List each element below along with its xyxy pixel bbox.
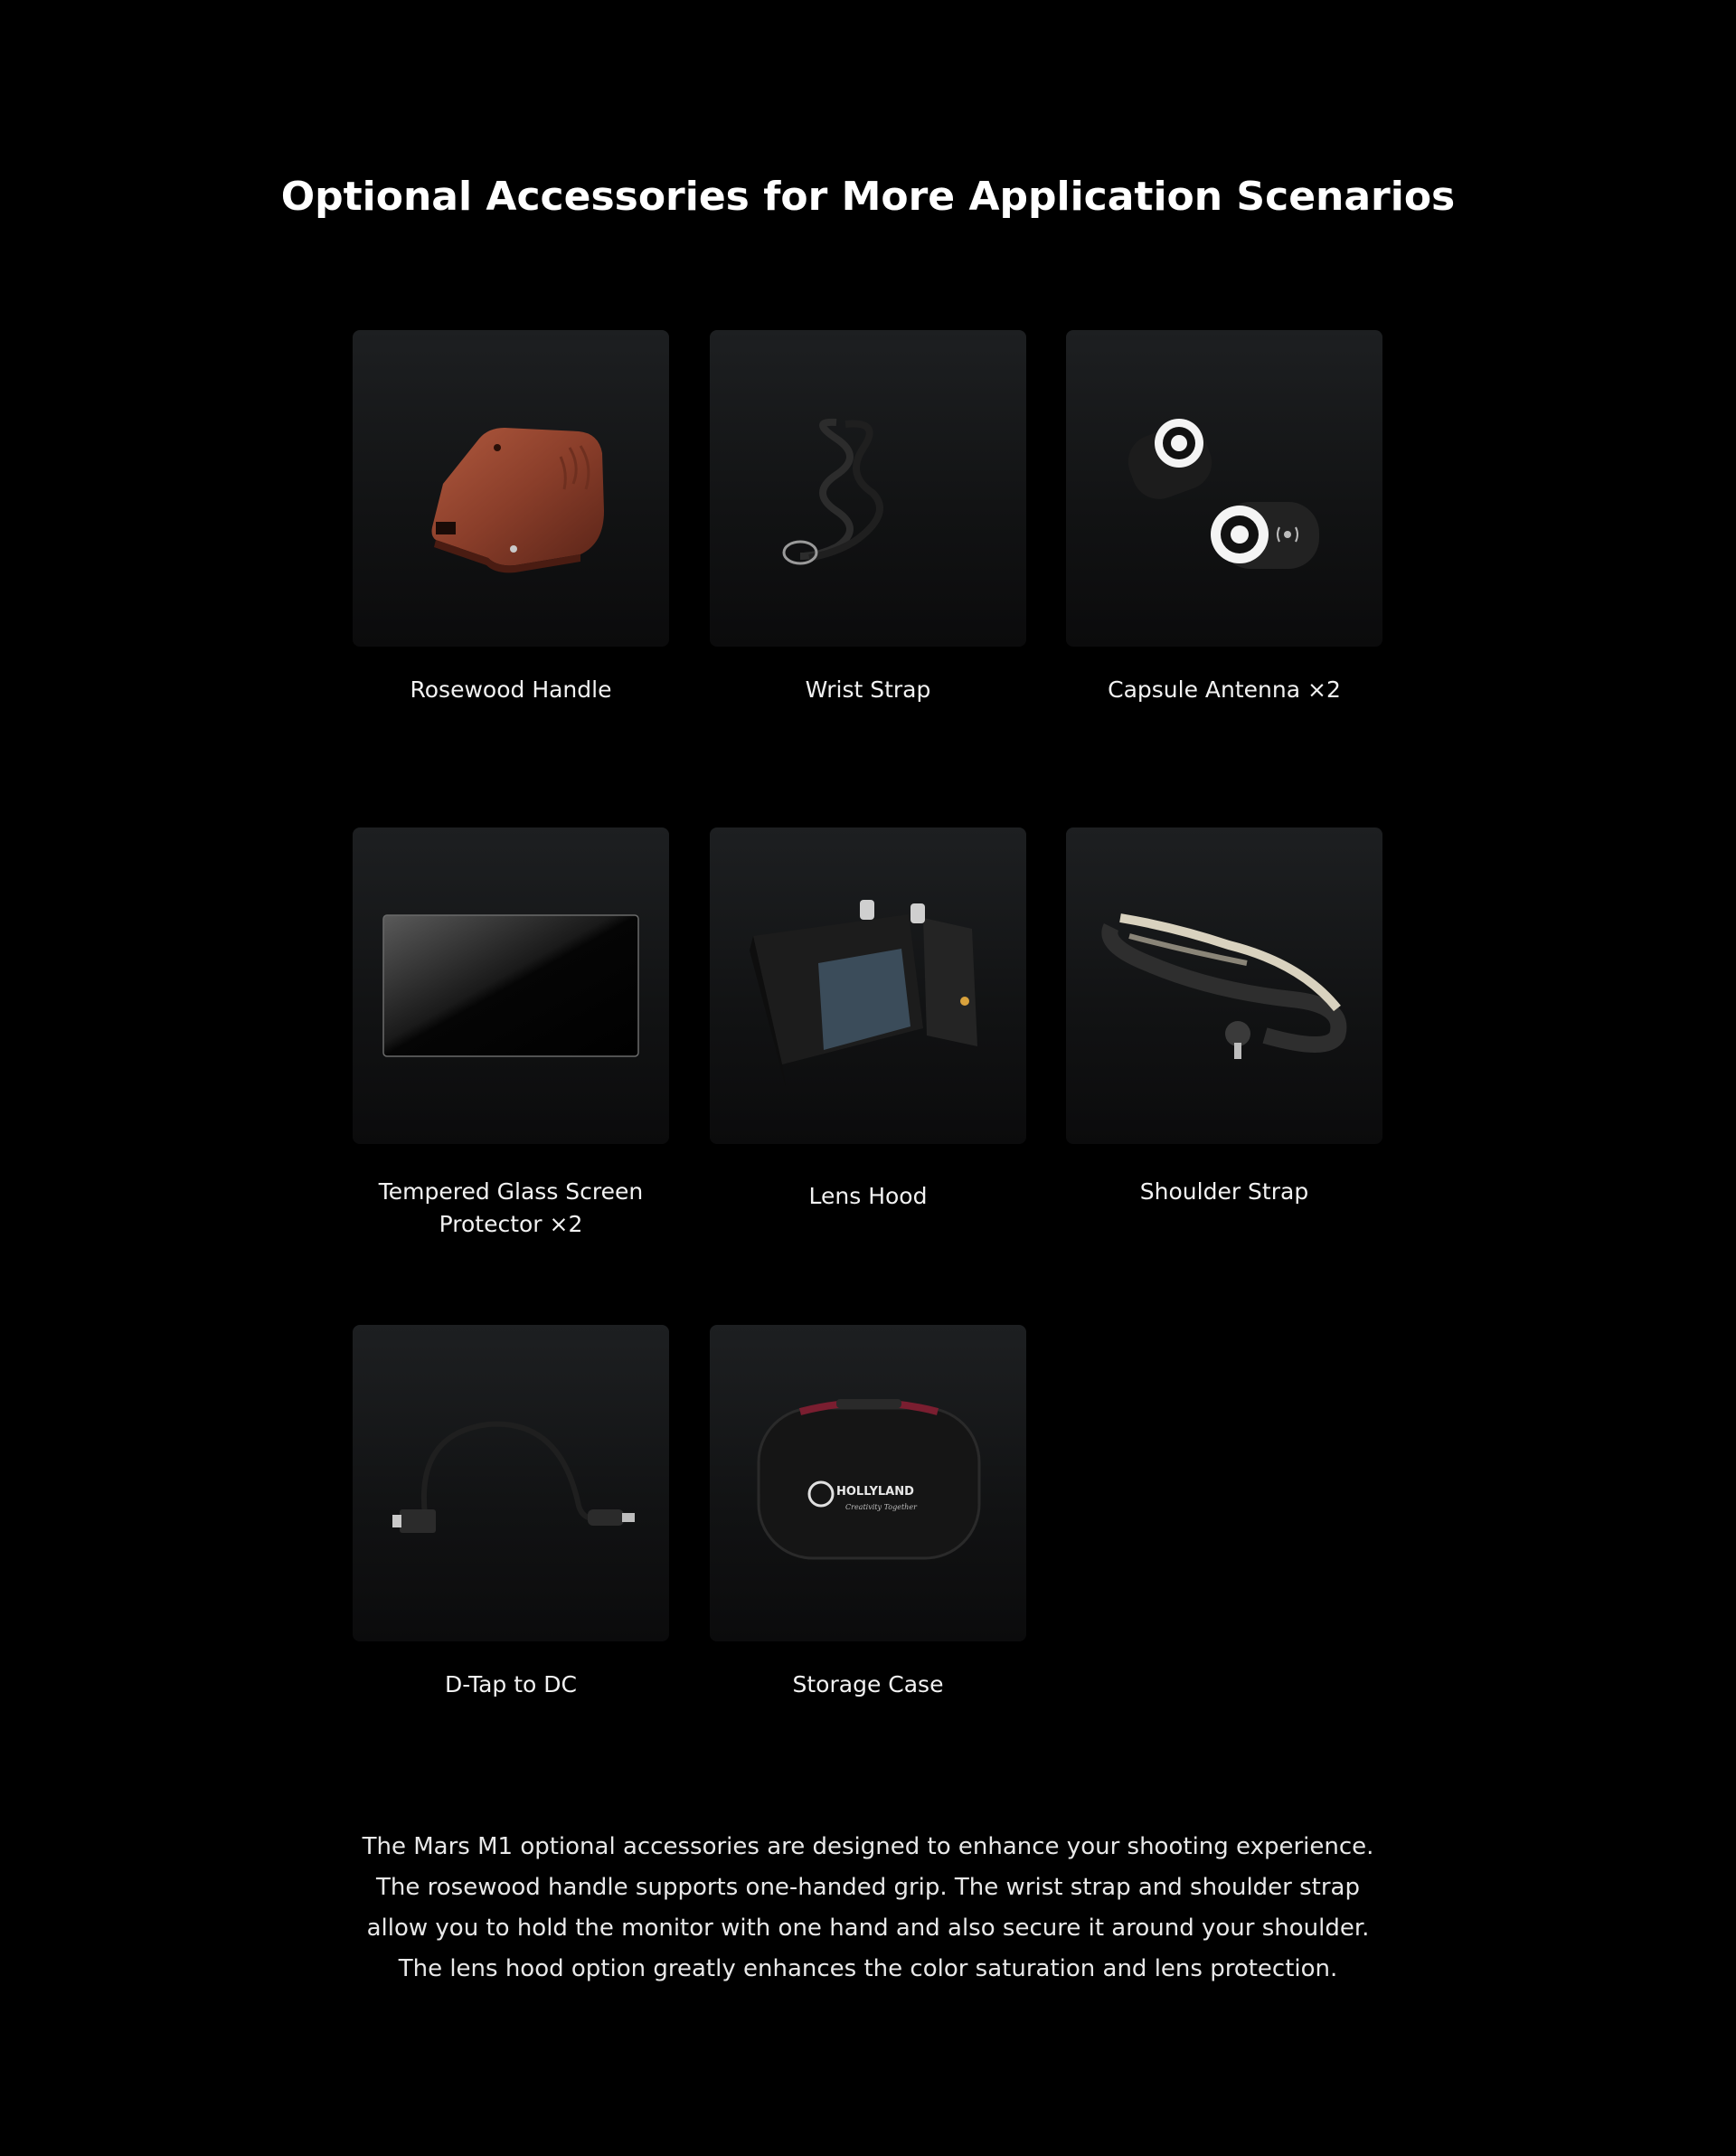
accessory-item-tempered-glass — [353, 827, 669, 1237]
accessory-item-wrist-strap — [710, 330, 1026, 703]
accessory-tile — [1066, 827, 1382, 1144]
accessory-tile — [710, 827, 1026, 1144]
accessory-item-capsule-antenna — [1066, 330, 1382, 703]
accessory-item-lens-hood — [710, 827, 1026, 1209]
accessory-label: Capsule Antenna ×2 — [1108, 676, 1341, 703]
accessory-label: Shoulder Strap — [1139, 1178, 1309, 1205]
wrist-strap-icon — [710, 330, 1026, 647]
storage-case-tagline: Creativity Together — [845, 1503, 917, 1511]
capsule-antenna-icon — [1066, 330, 1382, 647]
accessory-tile — [710, 330, 1026, 647]
accessories-grid — [353, 330, 1383, 1741]
accessory-label: Wrist Strap — [805, 676, 931, 703]
accessory-tile — [710, 1325, 1026, 1641]
accessories-description: The Mars M1 optional accessories are designed to enhance your shooting experience. The rosewood handle supports one-handed grip. The wrist strap and shoulder strap allow you to hold the monitor with one hand and also secure it around your shoulder. The lens hood option greatly enhances the color saturation and lens protection. — [362, 1833, 1374, 1982]
accessory-label: Storage Case — [792, 1671, 944, 1697]
accessory-tile — [1066, 330, 1382, 647]
accessory-item-storage-case — [710, 1325, 1026, 1697]
accessory-label: D-Tap to DC — [445, 1671, 577, 1697]
accessory-item-dtap-to-dc — [353, 1325, 669, 1697]
accessory-label: Lens Hood — [808, 1183, 928, 1209]
storage-case-icon — [710, 1325, 1026, 1641]
shoulder-strap-icon — [1066, 827, 1382, 1144]
accessory-tile — [353, 330, 669, 647]
accessory-tile — [353, 1325, 669, 1641]
accessory-item-shoulder-strap — [1066, 827, 1382, 1205]
glass-protector-icon — [353, 827, 669, 1144]
accessory-label: Tempered Glass Screen Protector ×2 — [378, 1178, 644, 1237]
page-title: Optional Accessories for More Application Scenarios — [280, 174, 1456, 220]
storage-case-brand: HOLLYLAND — [836, 1485, 914, 1499]
dtap-cable-icon — [353, 1325, 669, 1641]
lens-hood-icon — [710, 827, 1026, 1144]
accessory-item-rosewood-handle — [353, 330, 669, 703]
rosewood-handle-icon — [353, 330, 669, 647]
accessory-tile — [353, 827, 669, 1144]
accessory-label: Rosewood Handle — [410, 676, 612, 703]
